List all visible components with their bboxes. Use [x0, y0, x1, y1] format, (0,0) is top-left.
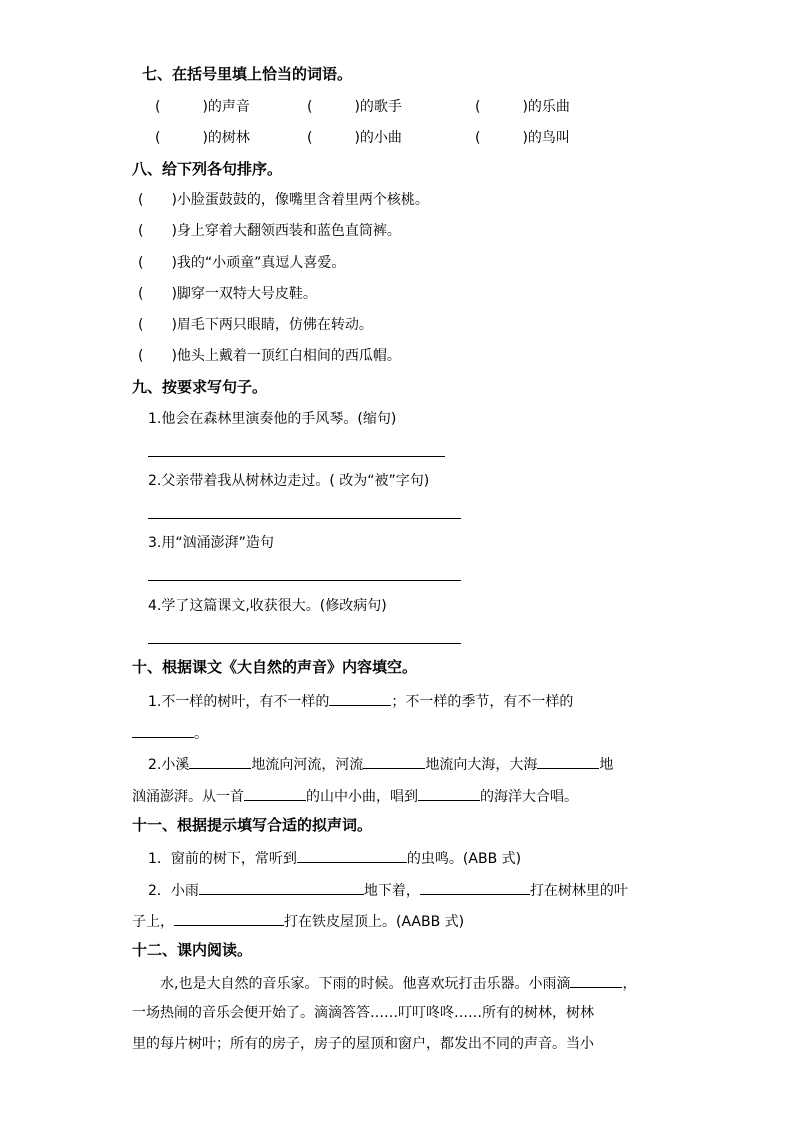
reading-line-2: 一场热闹的音乐会便开始了。滴滴答答……叮叮咚咚……所有的树林，树林 [132, 1005, 594, 1021]
fill-blank[interactable] [174, 909, 284, 926]
answer-line-q3[interactable] [148, 580, 461, 581]
sec7-item-6: ( )的鸟叫 [475, 130, 570, 146]
fill-blank[interactable] [297, 846, 407, 863]
sec8-item-3: ( )我的“小顽童”真逗人喜爱。 [138, 255, 346, 271]
section-10-title: 十、根据课文《大自然的声音》内容填空。 [132, 658, 418, 676]
reading-line-3: 里的每片树叶；所有的房子，房子的屋顶和窗户，都发出不同的声音。当小 [132, 1036, 594, 1052]
sec9-q2: 2.父亲带着我从树林边走过。( 改为“被”字句) [148, 473, 430, 489]
sec10-q2-text-b: 地流向河流，河流 [251, 757, 364, 773]
sec11-q1-text-a: 1．窗前的树下，常听到 [148, 851, 297, 867]
sec7-item-1: ( )的声音 [155, 99, 250, 115]
fill-blank[interactable] [418, 784, 480, 801]
sec10-q2-text-c: 地流向大海，大海 [425, 757, 538, 773]
sec9-q4: 4.学了这篇课文,收获很大。(修改病句) [148, 598, 387, 614]
sec10-q2-line2 [132, 784, 578, 807]
sec10-q1-text-c: 。 [194, 726, 208, 742]
fill-blank[interactable] [570, 971, 622, 988]
sec11-q2-text-b: 地下着， [363, 883, 420, 899]
sec11-q2-line1 [148, 878, 628, 901]
sec10-q2-text-a: 2.小溪 [148, 757, 190, 773]
sec11-q2-text-a: 2．小雨 [148, 883, 199, 899]
sec11-q2-text-c: 打在树林里的叶 [529, 883, 628, 899]
fill-blank[interactable] [189, 752, 251, 769]
answer-line-q1[interactable] [148, 456, 445, 457]
sec10-q1-line1 [148, 689, 573, 712]
sec10-q1-text-b: ；不一样的季节，有不一样的 [391, 694, 574, 710]
sec10-q2-text-d: 地 [599, 757, 614, 773]
fill-blank[interactable] [244, 784, 306, 801]
sec10-q2-text-f: 的山中小曲，唱到 [306, 789, 418, 805]
reading-text-a: 水,也是大自然的音乐家。下雨的时候。他喜欢玩打击乐器。小雨滴 [160, 976, 571, 992]
sec11-q1-text-b: 的虫鸣。(ABB 式) [406, 851, 522, 867]
sec10-q2-text-e: 汹涌澎湃。从一首 [132, 789, 244, 805]
fill-blank[interactable] [363, 752, 425, 769]
section-7-title: 七、在括号里填上恰当的词语。 [142, 65, 353, 83]
sec9-q1: 1.他会在森林里演奏他的手风琴。(缩句) [148, 411, 397, 427]
sec10-q1-line2 [132, 721, 208, 744]
sec9-q3: 3.用“汹涌澎湃”造句 [148, 535, 274, 551]
sec11-q2-text-e: 打在铁皮屋顶上。(AABB 式) [284, 914, 465, 930]
sec8-item-1: ( )小脸蛋鼓鼓的，像嘴里含着里两个核桃。 [138, 192, 429, 208]
sec10-q2-line1 [148, 752, 613, 775]
sec7-item-4: ( )的树林 [155, 130, 250, 146]
sec7-item-5: ( )的小曲 [307, 130, 402, 146]
section-9-title: 九、按要求写句子。 [132, 378, 268, 396]
section-8-title: 八、给下列各句排序。 [132, 160, 283, 178]
reading-line-1 [160, 971, 636, 994]
reading-text-b: ， [622, 976, 637, 992]
sec10-q2-text-g: 的海洋大合唱。 [480, 789, 578, 805]
fill-blank[interactable] [420, 878, 530, 895]
section-12-title: 十二、课内阅读。 [132, 941, 253, 959]
answer-line-q2[interactable] [148, 518, 461, 519]
sec11-q1 [148, 846, 521, 869]
sec10-q1-text-a: 1.不一样的树叶，有不一样的 [148, 694, 330, 710]
sec11-q2-text-d: 子上， [132, 914, 174, 930]
sec8-item-2: ( )身上穿着大翻领西装和蓝色直筒裤。 [138, 223, 401, 239]
sec8-item-4: ( )脚穿一双特大号皮鞋。 [138, 286, 317, 302]
sec8-item-6: ( )他头上戴着一顶红白相间的西瓜帽。 [138, 348, 401, 364]
section-11-title: 十一、根据提示填写合适的拟声词。 [132, 816, 373, 834]
sec7-item-2: ( )的歌手 [307, 99, 402, 115]
fill-blank[interactable] [537, 752, 599, 769]
sec8-item-5: ( )眉毛下两只眼睛，仿佛在转动。 [138, 317, 373, 333]
fill-blank[interactable] [199, 878, 364, 895]
sec7-item-3: ( )的乐曲 [475, 99, 570, 115]
sec11-q2-line2 [132, 909, 464, 932]
fill-blank[interactable] [329, 689, 391, 706]
fill-blank[interactable] [132, 721, 194, 738]
answer-line-q4[interactable] [148, 643, 461, 644]
